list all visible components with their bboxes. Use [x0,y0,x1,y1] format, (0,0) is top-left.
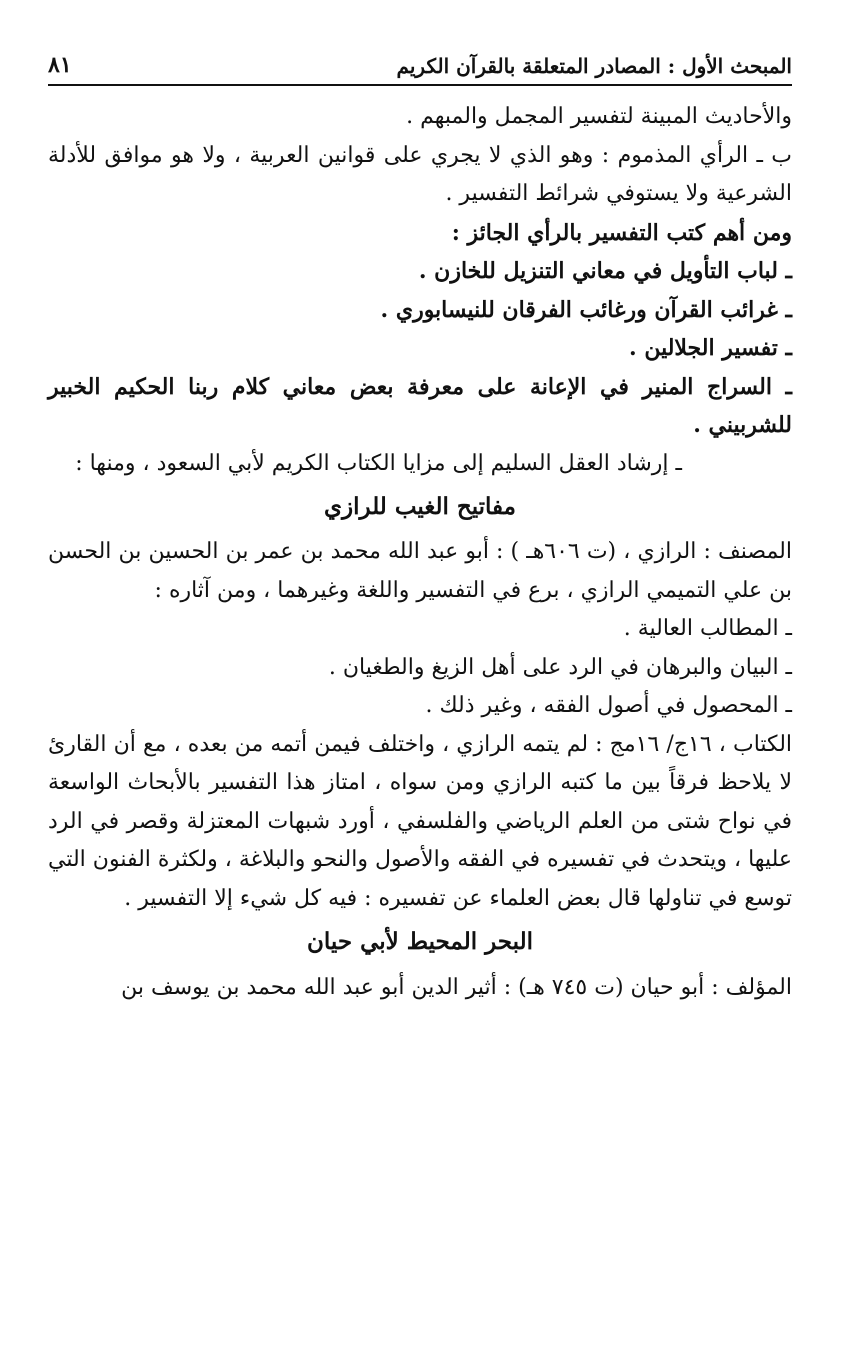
section-title: مفاتيح الغيب للرازي [324,493,516,520]
list-item: ـ السراج المنير في الإعانة على معرفة بعض معاني كلام ربنا الحكيم الخبير للشربيني . [48,373,792,438]
running-header [48,52,792,86]
paragraph: والأحاديث المبينة لتفسير المجمل والمبهم . [406,104,792,129]
list-item: ـ لباب التأويل في معاني التنزيل للخازن . [418,258,792,284]
list-item: ـ المحصول في أصول الفقه ، وغير ذلك . [425,693,792,719]
page-body [48,98,792,1007]
paragraph: الكتاب ، ١٦ج/ ١٦مج : لم يتمه الرازي ، واختلف فيمن أتمه من بعده ، مع أن القارئ لا يلاحظ فرقاً بين ما كتبه الرازي ومن سواه ، امتاز هذا التفسير بالأبحاث الواسعة في نواح شتى من العلم الرياضي والفلسفي ، أورد شبهات المعتزلة وقصر في الرد عليها ، ويتحدث في تفسيره في الفقه والأصول والنحو والبلاغة ، ولكثرة الفنون التي توسع في تناولها قال بعض العلماء عن تفسيره : فيه كل شيء إلا التفسير . [48,731,793,911]
list-item: ـ المطالب العالية . [623,616,792,642]
list-item: ـ تفسير الجلالين . [629,335,792,361]
document-page [48,52,792,1007]
list-item: ـ إرشاد العقل السليم إلى مزايا الكتاب الكريم لأبي السعود ، ومنها : [75,450,682,476]
paragraph: ب ـ الرأي المذموم : وهو الذي لا يجري على قوانين العربية ، ولا هو موافق للأدلة الشرعية ولا يستوفي شرائط التفسير . [48,142,792,206]
paragraph: المؤلف : أبو حيان (ت ٧٤٥ هـ) : أثير الدين أبو عبد الله محمد بن يوسف بن [121,974,792,1000]
list-item: ـ غرائب القرآن ورغائب الفرقان للنيسابوري . [380,296,792,323]
header-title: المبحث الأول : المصادر المتعلقة بالقرآن الكريم [396,54,792,78]
list-item: ـ البيان والبرهان في الرد على أهل الزيغ والطغيان . [328,654,792,680]
page-number: ٨١ [48,52,72,78]
section-title: البحر المحيط لأبي حيان [307,928,533,956]
paragraph: المصنف : الرازي ، (ت ٦٠٦هـ ) : أبو عبد الله محمد بن عمر بن الحسين بن الحسن بن علي التميمي الرازي ، برع في التفسير واللغة وغيرهما ، ومن آثاره : [48,539,792,603]
list-heading: ومن أهم كتب التفسير بالرأي الجائز : [451,219,792,246]
